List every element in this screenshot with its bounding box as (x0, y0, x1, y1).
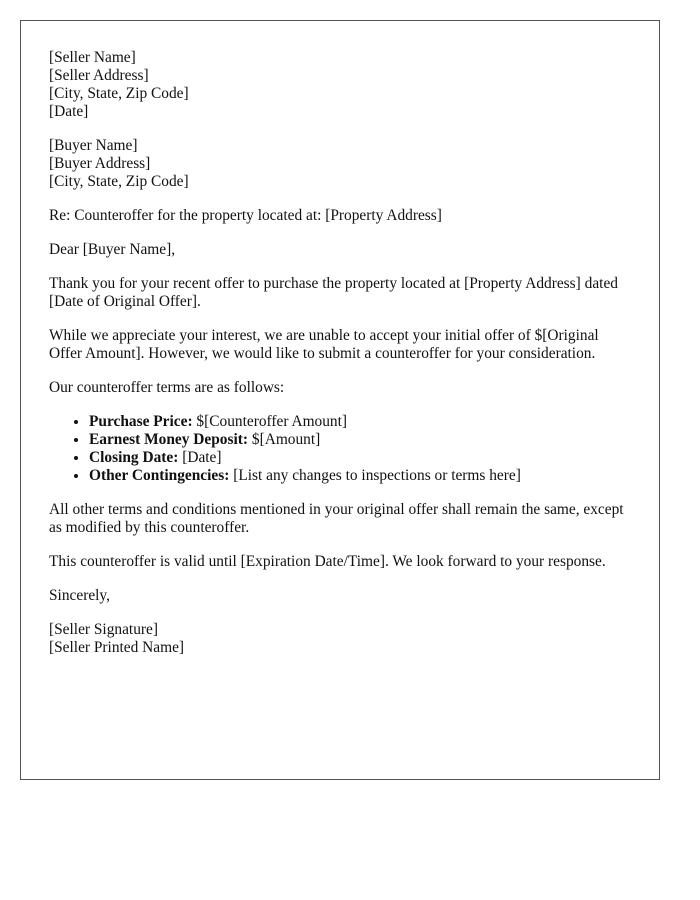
printed-name: [Seller Printed Name] (49, 639, 185, 656)
list-item (89, 413, 631, 431)
term-value: [Date] (178, 449, 222, 466)
paragraph-terms-intro: Our counteroffer terms are as follows: (49, 379, 285, 396)
term-value: [List any changes to inspections or terms here] (229, 467, 521, 484)
recipient-city-state-zip: [City, State, Zip Code] (49, 173, 189, 190)
term-value: $[Counteroffer Amount] (192, 413, 348, 430)
subject-line: Re: Counteroffer for the property located at: [Property Address] (49, 207, 442, 224)
term-value: $[Amount] (248, 431, 321, 448)
paragraph-validity: This counteroffer is valid until [Expiration Date/Time]. We look forward to your response. (49, 553, 606, 570)
sender-name: [Seller Name] (49, 49, 136, 66)
paragraph-other-terms: All other terms and conditions mentioned in your original offer shall remain the same, except as modified by this counteroffer. (49, 501, 624, 536)
letter-date: [Date] (49, 103, 89, 120)
salutation: Dear [Buyer Name], (49, 241, 176, 258)
term-label: Other Contingencies: (89, 467, 230, 484)
list-item (89, 431, 631, 449)
sender-city-state-zip: [City, State, Zip Code] (49, 85, 189, 102)
recipient-block (49, 137, 631, 191)
paragraph-offer-thanks: Thank you for your recent offer to purchase the property located at [Property Address] dated [Date of Original Offer]. (49, 275, 618, 310)
paragraph-decline: While we appreciate your interest, we are unable to accept your initial offer of $[Original Offer Amount]. However, we would like to submit a counteroffer for your consideration. (49, 327, 599, 362)
list-item (89, 449, 631, 467)
term-label: Closing Date: (89, 449, 179, 466)
sender-address: [Seller Address] (49, 67, 149, 84)
closing: Sincerely, (49, 587, 110, 604)
list-item (89, 467, 631, 485)
letter-page (20, 20, 660, 780)
term-label: Purchase Price: (89, 413, 193, 430)
signature-block (49, 621, 631, 657)
recipient-address: [Buyer Address] (49, 155, 151, 172)
recipient-name: [Buyer Name] (49, 137, 138, 154)
sender-block (49, 49, 631, 121)
term-label: Earnest Money Deposit: (89, 431, 249, 448)
signature-line: [Seller Signature] (49, 621, 158, 638)
terms-list (49, 413, 631, 485)
